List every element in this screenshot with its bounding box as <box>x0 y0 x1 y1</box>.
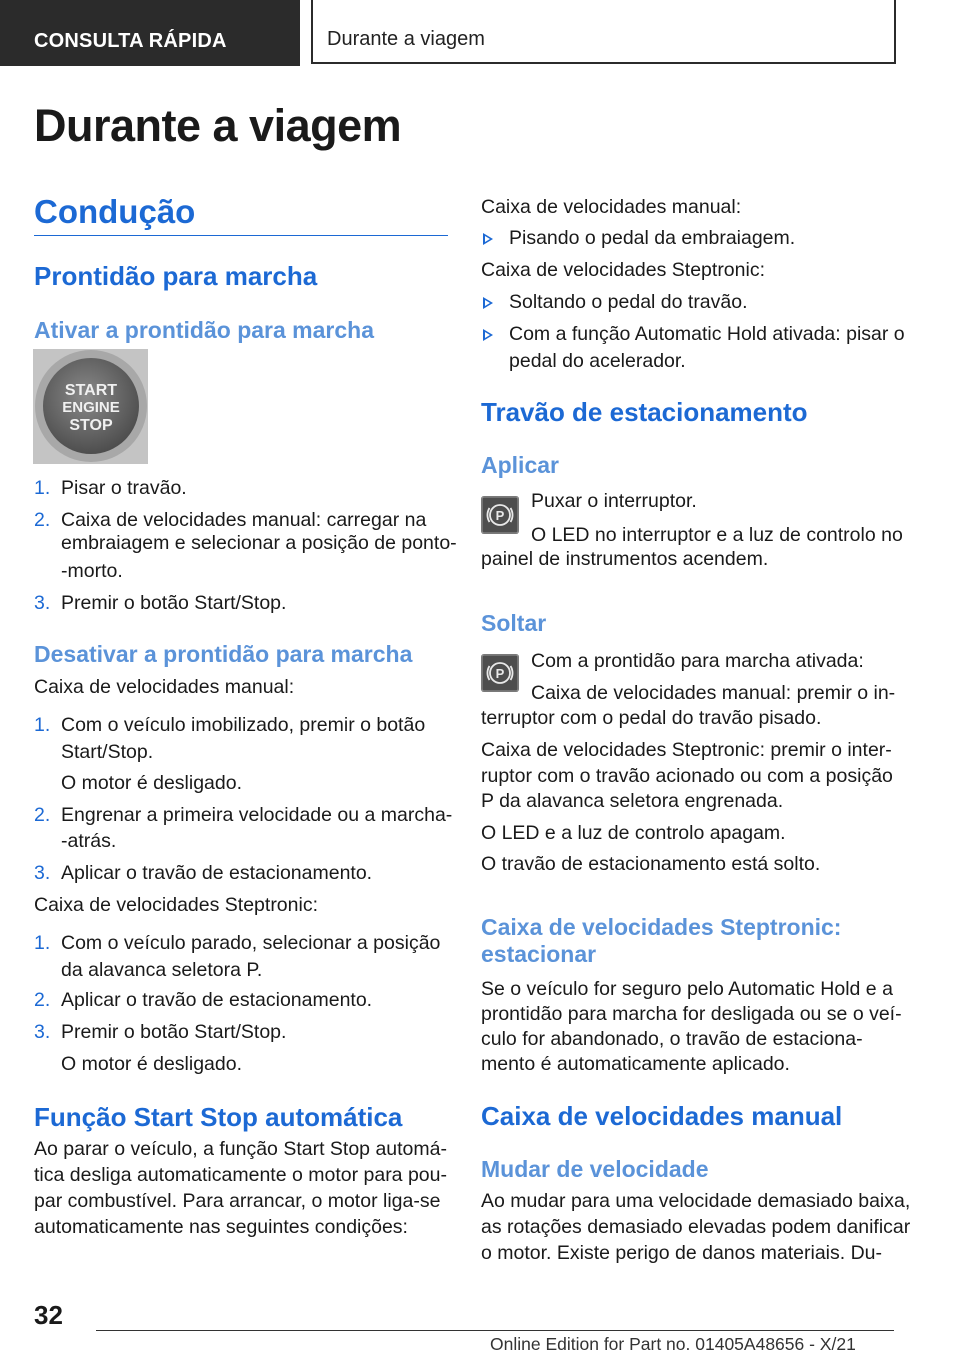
bullet-triangle-icon <box>483 329 493 341</box>
heading-estacionar: estacionar <box>481 941 597 967</box>
start-stop-button-icon <box>33 349 148 464</box>
step-text: Engrenar a primeira velocidade ou a marcha- <box>61 804 453 826</box>
step-text: O motor é desligado. <box>61 772 243 794</box>
page-header <box>0 0 960 66</box>
heading-travao: Travão de estacionamento <box>481 397 808 427</box>
heading-prontidao: Prontidão para marcha <box>34 261 318 291</box>
step-text: Aplicar o travão de estacionamento. <box>61 862 373 884</box>
stop-label: STOP <box>69 417 113 434</box>
manual-label: Caixa de velocidades manual: <box>34 676 295 698</box>
step-number: 3. <box>34 862 51 884</box>
paragraph-line: tica desliga automaticamente o motor para pou- <box>34 1164 447 1186</box>
parking-brake-switch-image <box>481 654 519 692</box>
estacionar-line: prontidão para marcha for desligada ou se o veí- <box>481 1003 902 1025</box>
heading-mudar: Mudar de velocidade <box>481 1156 709 1182</box>
soltar-line: ruptor com o travão acionado ou com a posição <box>481 765 893 787</box>
paragraph-line: automaticamente nas seguintes condições: <box>34 1216 408 1238</box>
step-text: -atrás. <box>61 830 117 852</box>
step-text: Com o veículo parado, selecionar a posição <box>61 932 441 954</box>
step-number: 1. <box>34 714 51 736</box>
bullet-text: Soltando o pedal do travão. <box>509 291 748 313</box>
step-text: Com o veículo imobilizado, premir o botão <box>61 714 426 736</box>
soltar-line: O LED e a luz de controlo apagam. <box>481 822 786 844</box>
bullet-text: pedal do acelerador. <box>509 350 686 372</box>
step-text: O motor é desligado. <box>61 1053 243 1075</box>
soltar-line: terruptor com o pedal do travão pisado. <box>481 707 822 729</box>
step-number: 2. <box>34 509 51 531</box>
heading-aplicar: Aplicar <box>481 452 559 478</box>
estacionar-line: Se o veículo for seguro pelo Automatic Hold e a <box>481 978 893 1000</box>
bullet-triangle-icon <box>483 297 493 309</box>
heading-desativar: Desativar a prontidão para marcha <box>34 641 413 667</box>
step-text: Premir o botão Start/Stop. <box>61 1021 287 1043</box>
footer-rule <box>96 1330 894 1331</box>
manual-label-right: Caixa de velocidades manual: <box>481 196 742 218</box>
engine-label: ENGINE <box>62 399 120 416</box>
step-number: 2. <box>34 804 51 826</box>
soltar-line: Com a prontidão para marcha ativada: <box>531 650 864 672</box>
page-title: Durante a viagem <box>34 100 402 151</box>
start-label: START <box>64 382 118 399</box>
step-number: 2. <box>34 989 51 1011</box>
step-number: 1. <box>34 477 51 499</box>
paragraph-line: Ao parar o veículo, a função Start Stop automá- <box>34 1138 447 1160</box>
soltar-line: Caixa de velocidades manual: premir o in- <box>531 682 896 704</box>
mudar-line: as rotações demasiado elevadas podem danificar <box>481 1216 911 1238</box>
heading-rule <box>34 235 448 236</box>
section-tab: CONSULTA RÁPIDA <box>0 0 300 66</box>
step-number: 1. <box>34 932 51 954</box>
heading-soltar: Soltar <box>481 610 547 636</box>
heading-start-stop: Função Start Stop automática <box>34 1102 403 1132</box>
bullet-triangle-icon <box>483 233 493 245</box>
step-text: Aplicar o travão de estacionamento. <box>61 989 373 1011</box>
step-text: Pisar o travão. <box>61 477 187 499</box>
step-text: Start/Stop. <box>61 741 154 763</box>
steptronic-label: Caixa de velocidades Steptronic: <box>34 894 318 916</box>
step-text: da alavanca seletora P. <box>61 959 263 981</box>
svg-text:P: P <box>495 666 505 681</box>
aplicar-line: painel de instrumentos acendem. <box>481 548 769 570</box>
step-text: Caixa de velocidades manual: carregar na <box>61 509 427 531</box>
chapter-tab: Durante a viagem <box>311 0 896 64</box>
soltar-line: P da alavanca seletora engrenada. <box>481 790 784 812</box>
parking-brake-icon <box>481 654 519 692</box>
heading-ativar: Ativar a prontidão para marcha <box>34 317 374 343</box>
mudar-line: Ao mudar para uma velocidade demasiado baixa, <box>481 1190 911 1212</box>
step-text: embraiagem e selecionar a posição de ponto- <box>61 532 457 554</box>
bullet-text: Pisando o pedal da embraiagem. <box>509 227 796 249</box>
soltar-line: Caixa de velocidades Steptronic: premir o inter- <box>481 739 892 761</box>
step-text: Premir o botão Start/Stop. <box>61 592 287 614</box>
heading-estacionar: Caixa de velocidades Steptronic: <box>481 914 842 940</box>
svg-text:P: P <box>495 508 505 523</box>
mudar-line: o motor. Existe perigo de danos materiais. Du- <box>481 1242 883 1264</box>
step-number: 3. <box>34 592 51 614</box>
steptronic-label-right: Caixa de velocidades Steptronic: <box>481 259 765 281</box>
soltar-line: O travão de estacionamento está solto. <box>481 853 821 875</box>
parking-brake-icon <box>481 496 519 534</box>
page-number: 32 <box>34 1300 63 1330</box>
edition-text: Online Edition for Part no. 01405A48656 - X/21 <box>490 1334 856 1354</box>
step-text: -morto. <box>61 560 123 582</box>
paragraph-line: par combustível. Para arrancar, o motor liga-se <box>34 1190 441 1212</box>
step-number: 3. <box>34 1021 51 1043</box>
start-engine-stop-button-image <box>33 349 148 464</box>
heading-conducao: Condução <box>34 193 196 230</box>
bullet-text: Com a função Automatic Hold ativada: pisar o <box>509 323 905 345</box>
estacionar-line: culo for abandonado, o travão de estaciona- <box>481 1028 863 1050</box>
heading-caixa-manual: Caixa de velocidades manual <box>481 1101 843 1131</box>
aplicar-line: O LED no interruptor e a luz de controlo no <box>531 524 903 546</box>
parking-brake-switch-image <box>481 496 519 534</box>
estacionar-line: mento é automaticamente aplicado. <box>481 1053 790 1075</box>
aplicar-line: Puxar o interruptor. <box>531 490 697 512</box>
